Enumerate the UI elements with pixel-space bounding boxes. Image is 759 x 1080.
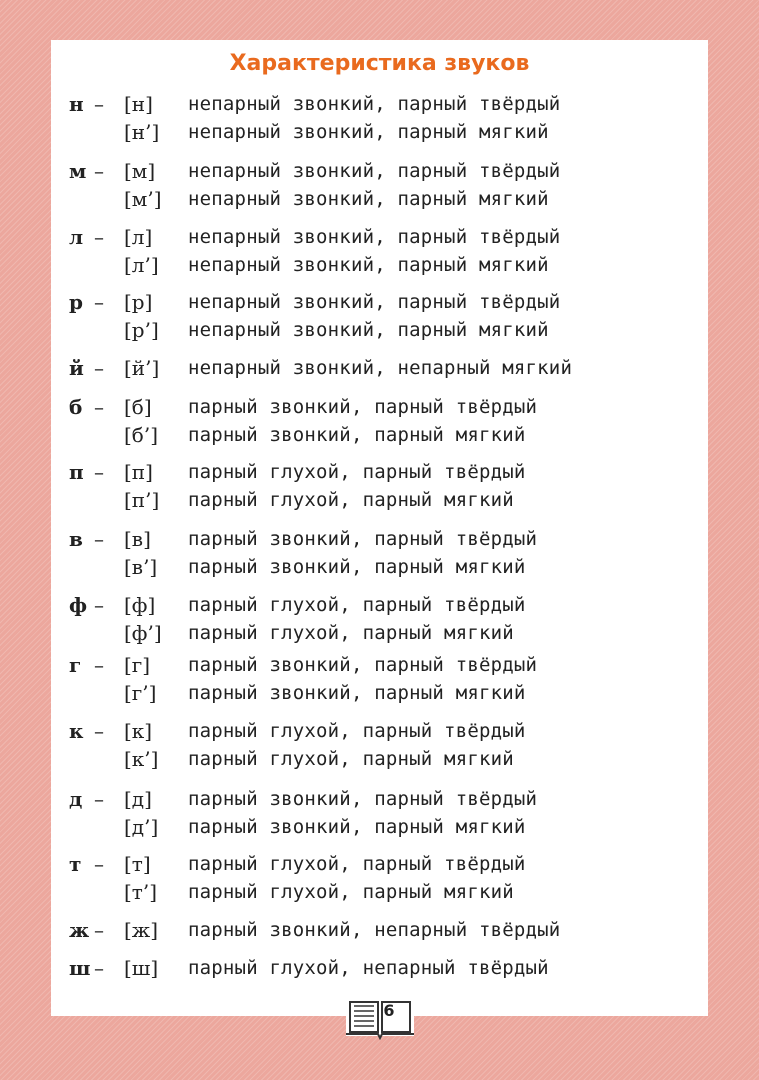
- row-dash: –: [94, 290, 104, 314]
- row-letter: й: [69, 356, 84, 380]
- row-letter: б: [69, 395, 83, 419]
- row-sound: [ж]: [124, 918, 159, 942]
- row-sound: [р’]: [124, 318, 159, 342]
- row-sound: [т]: [124, 852, 151, 876]
- row-letter: ж: [69, 918, 90, 942]
- row-letter: д: [69, 787, 83, 811]
- row-dash: –: [94, 92, 104, 116]
- row-sound: [б]: [124, 395, 152, 419]
- row-dash: –: [94, 460, 104, 484]
- row-letter: н: [69, 92, 84, 116]
- row-description: парный глухой, парный твёрдый: [188, 853, 526, 875]
- row-sound: [в]: [124, 527, 151, 551]
- row-sound: [ш]: [124, 956, 159, 980]
- row-sound: [л]: [124, 225, 153, 249]
- row-sound: [б’]: [124, 423, 159, 447]
- row-dash: –: [94, 225, 104, 249]
- row-description: непарный звонкий, непарный мягкий: [188, 357, 573, 379]
- page-number: 6: [383, 1001, 395, 1020]
- row-sound: [п’]: [124, 488, 160, 512]
- row-sound: [к]: [124, 719, 153, 743]
- row-sound: [ф’]: [124, 621, 162, 645]
- page-title: Характеристика звуков: [229, 51, 530, 76]
- row-sound: [в’]: [124, 555, 158, 579]
- row-sound: [д]: [124, 787, 152, 811]
- row-dash: –: [94, 395, 104, 419]
- row-dash: –: [94, 356, 104, 380]
- row-description: непарный звонкий, парный мягкий: [188, 254, 549, 276]
- row-description: парный звонкий, парный твёрдый: [188, 396, 538, 418]
- row-description: парный глухой, парный твёрдый: [188, 461, 526, 483]
- row-sound: [д’]: [124, 815, 159, 839]
- row-description: парный звонкий, парный мягкий: [188, 424, 526, 446]
- row-dash: –: [94, 852, 104, 876]
- row-description: парный глухой, парный твёрдый: [188, 720, 526, 742]
- row-dash: –: [94, 918, 104, 942]
- row-description: непарный звонкий, парный мягкий: [188, 121, 549, 143]
- row-description: парный звонкий, парный мягкий: [188, 556, 526, 578]
- row-sound: [г]: [124, 653, 151, 677]
- row-description: непарный звонкий, парный мягкий: [188, 319, 549, 341]
- row-letter: п: [69, 460, 84, 484]
- row-description: непарный звонкий, парный твёрдый: [188, 160, 561, 182]
- row-sound: [п]: [124, 460, 153, 484]
- row-sound: [н’]: [124, 120, 160, 144]
- row-dash: –: [94, 956, 104, 980]
- row-letter: к: [69, 719, 84, 743]
- row-description: парный звонкий, парный твёрдый: [188, 788, 538, 810]
- row-sound: [р]: [124, 290, 153, 314]
- row-letter: м: [69, 159, 87, 183]
- row-letter: г: [69, 653, 82, 677]
- row-description: парный глухой, парный мягкий: [188, 748, 514, 770]
- row-letter: в: [69, 527, 83, 551]
- row-description: парный глухой, парный твёрдый: [188, 594, 526, 616]
- row-letter: р: [69, 290, 83, 314]
- row-dash: –: [94, 159, 104, 183]
- row-sound: [г’]: [124, 681, 157, 705]
- row-description: парный звонкий, парный мягкий: [188, 816, 526, 838]
- row-description: непарный звонкий, парный твёрдый: [188, 226, 561, 248]
- row-description: парный звонкий, парный твёрдый: [188, 654, 538, 676]
- row-dash: –: [94, 593, 104, 617]
- row-sound: [л’]: [124, 253, 159, 277]
- row-letter: т: [69, 852, 82, 876]
- row-letter: ш: [69, 956, 91, 980]
- row-description: парный глухой, парный мягкий: [188, 622, 514, 644]
- row-description: парный звонкий, парный твёрдый: [188, 528, 538, 550]
- row-sound: [ф]: [124, 593, 156, 617]
- row-description: непарный звонкий, парный твёрдый: [188, 291, 561, 313]
- row-sound: [й’]: [124, 356, 160, 380]
- row-description: парный глухой, парный мягкий: [188, 881, 514, 903]
- row-letter: л: [69, 225, 84, 249]
- row-description: непарный звонкий, парный мягкий: [188, 188, 549, 210]
- row-sound: [н]: [124, 92, 153, 116]
- row-dash: –: [94, 527, 104, 551]
- row-sound: [м]: [124, 159, 156, 183]
- row-description: парный глухой, непарный твёрдый: [188, 957, 549, 979]
- row-sound: [м’]: [124, 187, 162, 211]
- row-letter: ф: [69, 593, 88, 617]
- row-description: парный звонкий, парный мягкий: [188, 682, 526, 704]
- row-description: парный звонкий, непарный твёрдый: [188, 919, 561, 941]
- row-dash: –: [94, 787, 104, 811]
- row-description: парный глухой, парный мягкий: [188, 489, 514, 511]
- row-sound: [т’]: [124, 880, 158, 904]
- row-sound: [к’]: [124, 747, 159, 771]
- row-dash: –: [94, 719, 104, 743]
- row-description: непарный звонкий, парный твёрдый: [188, 93, 561, 115]
- row-dash: –: [94, 653, 104, 677]
